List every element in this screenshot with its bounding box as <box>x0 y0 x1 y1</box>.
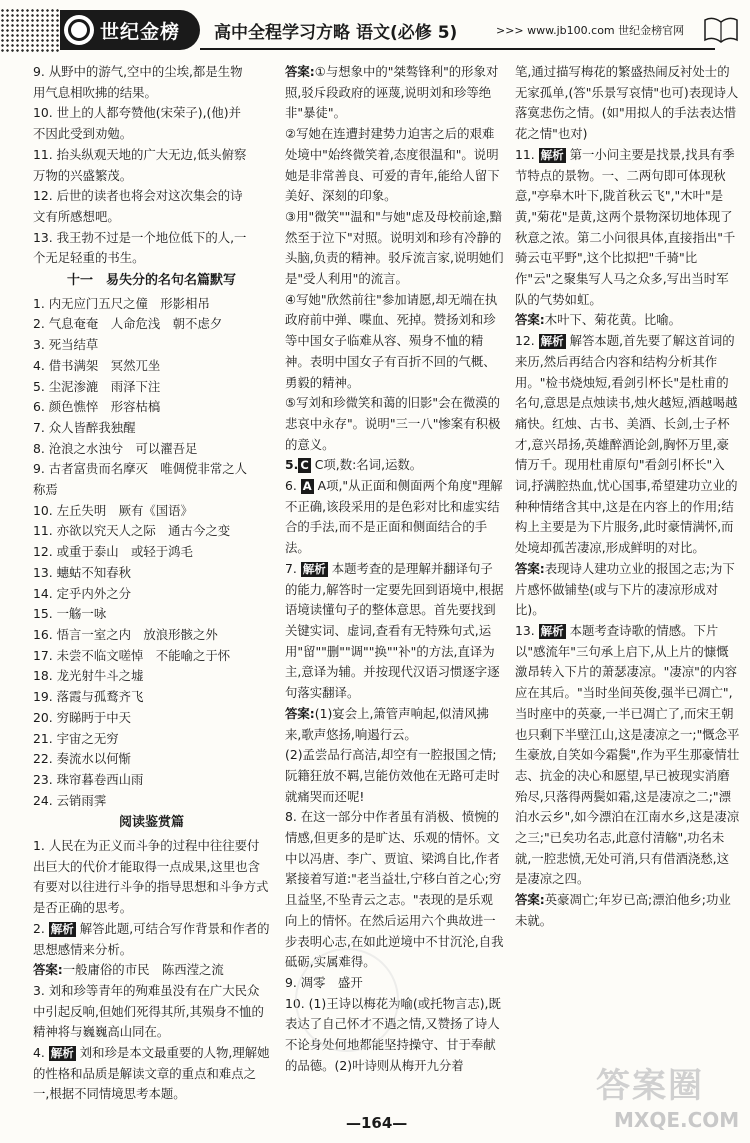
answer-paragraph: 6. A A项,"从正面和侧面两个角度"理解不正确,该段采用的是色彩对比和虚实结合的手法,而不是正面和侧面结合的手法。 <box>285 478 503 556</box>
answer-line: 不因此受到劝勉。 <box>33 126 133 142</box>
series-title: 高中全程学习方略 <box>214 23 350 43</box>
list-item: 6. 颜色憔悴 形容枯槁 <box>33 399 161 415</box>
answer-line <box>33 960 270 981</box>
list-item: 20. 穷睇眄于中天 <box>33 709 131 725</box>
list-item: 1. 内无应门五尺之僮 形影相吊 <box>33 295 210 311</box>
list-item: 24. 云销雨霁 <box>33 792 107 808</box>
analysis-tag: 解析 <box>50 921 74 936</box>
list-item: 12. 或重于泰山 或轻于鸿毛 <box>33 544 193 560</box>
list-item: 7. 众人皆醉我独醒 <box>33 419 136 435</box>
list-item: 3. 死当结草 <box>33 337 99 353</box>
analysis-tag: 解析 <box>50 1046 74 1061</box>
list-item: 10. 左丘失明 厥有《国语》 <box>33 502 193 518</box>
answer-label: 答案: <box>285 64 315 79</box>
dot-pattern <box>0 8 60 54</box>
watermark-logo: 答案圈 <box>596 1066 704 1106</box>
answer-label: 答案: <box>33 962 63 978</box>
analysis-text: 解答本题,首先要了解这首词的来历,然后再结合内容和结构分析其作用。"检书烧烛短,看剑引杯长"是杜甫的名句,意思是点烛读书,烛火越短,酒越喝越痛快。红烛、古书、美酒、长剑,士子杯才,意兴昂扬,英雄醉酒论剑,胸怀万里,豪情万千。现用杜甫原句"看剑引杯长"入词,抒满腔热血,忧心国事,希望建功立业的种种情绪含其中,这是在内容上的作用;结构上主要是为下片服务,此时豪情满怀,而处境却孤苦凄凉,形成鲜明的对比。 <box>515 333 738 556</box>
analysis-tag: 解析 <box>540 623 564 638</box>
list-item: 11. 亦欲以究天人之际 通古今之变 <box>33 523 231 539</box>
analysis-tag: 解析 <box>302 561 326 576</box>
answer-paragraph: 10. (1)王诗以梅花为喻(或托物言志),既表达了自己怀才不遇之情,又赞扬了诗人不论身处何地都能坚持操守、甘于奉献的品德。(2)叶诗则从梅开九分着 <box>285 995 501 1073</box>
analysis-paragraph: 7. 解析 本题考查的是理解并翻译句子的能力,解答时一定要先回到语境中,根据语境读懂句子的整体意思。首先要找到关键实词、虚词,查看有无特殊句式,运用"留""删""调""换""补"的方法,直译为主,意译为辅。并按现代汉语习惯逐字逐句落实翻译。 <box>285 560 504 701</box>
column-right <box>515 62 740 932</box>
list-item: 15. 一觞一咏 <box>33 606 107 622</box>
column-left <box>33 62 270 1105</box>
answer-line <box>285 455 505 476</box>
section-heading: 阅读鉴赏篇 <box>118 815 184 831</box>
analysis-paragraph: 13. 解析 本题考查诗歌的情感。下片以"感流年"三句承上启下,从上片的慷慨激昂转入下片的萧瑟凄凉。"凄凉"的内容应在其后。"当时坐间英俊,强半已凋亡",当时座中的英豪,一半已凋亡了,而宋王朝也只剩下半壁江山,这是凄凉之一;"慨念平生豪放,自笑如今霜鬓",作为平生那豪情壮志、抗金的决心和愿望,早已被现实消磨殆尽,只落得两鬓如霜,这是凄凉之二;"漂泊水云乡",如今漂泊在江南水乡,这是凄凉之三;"已矣功名志,此意付清觞",功名未就,一腔悲愤,无处可消,只有借酒浇愁,这是凄凉之四。 <box>515 622 740 887</box>
answer-paragraph <box>515 890 740 931</box>
choice-tag: C <box>300 458 309 473</box>
subject-title: 语文(必修 5) <box>356 23 458 43</box>
section-heading: 十一 易失分的名句名篇默写 <box>66 273 236 289</box>
answer-paragraph: 3. 刘和珍等青年的殉难虽没有在广大民众中引起反响,但她们死得其所,其殒身不恤的精神将与巍巍高山同在。 <box>33 982 264 1040</box>
answer-paragraph: ④写她"欣然前往"参加请愿,却无端在执政府前中弹、喋血、死掉。赞扬刘和珍等中国女子临难从容、殒身不恤的精神。表明中国女子有百折不回的气概、勇毅的精神。 <box>285 291 498 390</box>
answer-line: 用气息相吹拂的结果。 <box>33 84 157 100</box>
answer-line: 个无足轻重的书生。 <box>33 250 145 266</box>
answer-text: 英豪凋亡;年岁已高;漂泊他乡;功业未就。 <box>515 892 731 928</box>
answer-line: 9. 从野中的游气,空中的尘埃,都是生物 <box>33 64 243 79</box>
answer-paragraph: (2)孟尝品行高洁,却空有一腔报国之情;阮籍狂放不羁,岂能仿效他在无路可走时就痛哭而还呢! <box>285 747 500 804</box>
answer-label: 答案: <box>515 892 545 908</box>
question-number: 5. <box>285 457 299 473</box>
analysis-text: 本题考查的是理解并翻译句子的能力,解答时一定要先回到语境中,根据语境读懂句子的整体意思。首先要找到关键实词、虚词,查看有无特殊句式,运用"留""删""调""换""补"的方法,直译为主,意译为辅。并按现代汉语习惯逐字逐句落实翻译。 <box>285 560 504 701</box>
answer-text: 表现诗人建功立业的报国之志;为下片感怀做铺垫(或与下片的凄凉形成对比)。 <box>515 560 735 618</box>
analysis-paragraph: 11. 解析 第一小问主要是找景,找具有季节特点的景物。一、二两句即可体现秋意,"亭皋木叶下,陇首秋云飞","木叶"是黄,"菊花"是黄,这两个景物深切地体现了秋意之浓。第二小问很具体,直接指出"千骑云屯平野",这个比拟把"千骑"比作"云"之聚集写人马之众多,写出当时军队的气势如虹。 <box>515 146 736 307</box>
answer-line: 文有所感想吧。 <box>33 208 120 224</box>
list-item: 2. 气息奄奄 人命危浅 朝不虑夕 <box>33 316 223 332</box>
column-middle <box>285 62 505 1076</box>
analysis-text: 第一小问主要是找景,找具有季节特点的景物。一、二两句即可体现秋意,"亭皋木叶下,陇首秋云飞","木叶"是黄,"菊花"是黄,这两个景物深切地体现了秋意之浓。第二小问很具体,直接指出"千骑云屯平野",这个比拟把"千骑"比作"云"之聚集写人马之众多,写出当时军队的气势如虹。 <box>515 146 736 307</box>
answer-paragraph: 1. 人民在为正义而斗争的过程中往往要付出巨大的代价才能取得一点成果,这里也含有要对以往进行斗争的指导思想和斗争方式是否正确的思考。 <box>33 838 269 916</box>
list-item: 5. 尘泥渗漉 雨泽下注 <box>33 378 161 394</box>
list-item: 17. 未尝不临文嗟悼 不能喻之于怀 <box>33 647 231 663</box>
answer-paragraph: 笔,通过描写梅花的繁盛热闹反衬处士的无家孤单,(答"乐景写哀情"也可)表现诗人落寞悲伤之情。(如"用拟人的手法表达惜花之情"也对) <box>515 64 739 142</box>
page-header <box>0 0 750 62</box>
answer-paragraph: ②写她在连遭封建势力迫害之后的艰难处境中"始终微笑着,态度很温和"。说明她是非常善良、可爱的青年,能给人留下美好、深刻的印象。 <box>285 126 500 204</box>
brand-badge <box>60 10 200 50</box>
brand-name: 世纪金榜 <box>100 20 181 43</box>
open-book-icon <box>703 14 739 44</box>
analysis-tag: 解析 <box>540 147 564 162</box>
list-item: 22. 奏流水以何惭 <box>33 751 131 767</box>
analysis-paragraph: 12. 解析 解答本题,首先要了解这首词的来历,然后再结合内容和结构分析其作用。"检书烧烛短,看剑引杯长"是杜甫的名句,意思是点烛读书,烛火越短,酒越喝越痛快。红烛、古书、美酒、长剑,士子杯才,意兴昂扬,英雄醉酒论剑,胸怀万里,豪情万千。现用杜甫原句"看剑引杯长"入词,抒满腔热血,忧心国事,希望建功立业的种种情绪含其中,这是在内容上的作用;结构上主要是为下片服务,此时豪情满怀,而处境却孤苦凄凉,形成鲜明的对比。 <box>515 333 738 556</box>
answer-paragraph <box>285 704 505 745</box>
analysis-tag: 解析 <box>540 334 564 349</box>
answer-text: (1)宴会上,箫管声响起,似清风拂来,歌声悠扬,响遏行云。 <box>285 705 489 742</box>
choice-tag: A <box>302 479 312 494</box>
answer-text: C项,数:名词,运数。 <box>314 457 423 473</box>
answer-line <box>515 310 740 331</box>
answer-paragraph <box>285 62 505 124</box>
answer-paragraph <box>515 559 740 621</box>
answer-line: 12. 后世的读者也将会对这次集会的诗 <box>33 188 243 204</box>
list-item: 8. 沧浪之水浊兮 可以濯吾足 <box>33 440 198 456</box>
analysis-text: 解答此题,可结合写作背景和作者的思想感情来分析。 <box>33 920 270 957</box>
list-item: 19. 落霞与孤鹜齐飞 <box>33 689 144 705</box>
answer-line: 万物的兴盛繁茂。 <box>33 167 133 183</box>
header-rule <box>200 48 715 50</box>
list-item: 称焉 <box>33 482 58 498</box>
answer-label: 答案: <box>285 705 315 721</box>
answer-label: 答案: <box>515 560 545 576</box>
answer-line: 9. 凋零 盛开 <box>285 974 363 990</box>
list-item: 21. 宇宙之无穷 <box>33 730 119 746</box>
answer-text: 一般庸俗的市民 陈西滢之流 <box>62 962 224 978</box>
answer-text: 木叶下、菊花黄。比喻。 <box>544 312 682 328</box>
answer-paragraph: 8. 在这一部分中作者虽有消极、愤惋的情感,但更多的是旷达、乐观的情怀。文中以冯唐、李广、贾谊、梁鸿自比,作者紧接着写道:"老当益壮,宁移白首之心;穷且益坚,不坠青云之志。"表现的是乐观向上的情怀。在然后运用六个典故进一步表明心志,在如此逆境中不甘沉沦,自我砥砺,实属难得。 <box>285 809 504 970</box>
watermark-url: MXQE.COM <box>614 1108 740 1132</box>
answer-text: A项,"从正面和侧面两个角度"理解不正确,该段采用的是色彩对比和虚实结合的手法,而不是正面和侧面结合的手法。 <box>285 478 503 556</box>
page-number: —164— <box>346 1114 408 1132</box>
website-text: >>> www.jb100.com 世纪金榜官网 <box>496 24 685 37</box>
list-item: 14. 定乎内外之分 <box>33 585 131 601</box>
brand-logo-icon <box>64 15 94 45</box>
answer-text: ①与想象中的"桀骜锋利"的形象对照,驳斥段政府的诬蔑,说明刘和珍等绝非"暴徒"。 <box>285 64 499 121</box>
answer-label: 答案: <box>515 312 545 328</box>
answer-paragraph: ⑤写刘和珍微笑和蔼的旧影"会在微漠的悲哀中永存"。说明"三一八"惨案有积极的意义。 <box>285 395 501 452</box>
list-item: 18. 龙光射牛斗之墟 <box>33 668 144 684</box>
faint-stamp-seal <box>295 948 399 1052</box>
analysis-paragraph: 4. 解析 刘和珍是本文最重要的人物,理解她的性格和品质是解读文章的重点和难点之一,根据不同情境思考本题。 <box>33 1045 270 1102</box>
answer-paragraph: ③用"微笑""温和"与她"虑及母校前途,黯然至于泣下"对照。说明刘和珍有冷静的头脑,负责的精神。驳斥流言家,说明她们是"受人利用"的流言。 <box>285 208 504 287</box>
analysis-paragraph: 2. 解析 解答此题,可结合写作背景和作者的思想感情来分析。 <box>33 920 270 957</box>
list-item: 13. 蟪蛄不知春秋 <box>33 564 131 580</box>
answer-line: 11. 抬头纵观天地的广大无边,低头俯察 <box>33 146 247 162</box>
answer-line: 13. 我王勃不过是一个地位低下的人,一 <box>33 229 247 245</box>
list-item: 4. 借书满架 冥然兀坐 <box>33 357 161 373</box>
list-item: 9. 古者富贵而名摩灭 唯倜傥非常之人 <box>33 461 248 477</box>
list-item: 23. 珠帘暮卷西山雨 <box>33 771 144 787</box>
list-item: 16. 悟言一室之内 放浪形骸之外 <box>33 626 218 642</box>
analysis-text: 本题考查诗歌的情感。下片以"感流年"三句承上启下,从上片的慷慨激昂转入下片的萧瑟凄凉。"凄凉"的内容应在其后。"当时坐间英俊,强半已凋亡",当时座中的英豪,一半已凋亡了,而宋王朝也只剩下半壁江山,这是凄凉之一;"慨念平生豪放,自笑如今霜鬓",作为平生那豪情壮志、抗金的决心和愿望,早已被现实消磨殆尽,只落得两鬓如霜,这是凄凉之二;"漂泊水云乡",如今漂泊在江南水乡,这是凄凉之三;"已矣功名志,此意付清觞",功名未就,一腔悲愤,无处可消,只有借酒浇愁,这是凄凉之四。 <box>515 622 740 887</box>
answer-line: 10. 世上的人都夸赞他(宋荣子),(他)并 <box>33 105 241 121</box>
analysis-text: 刘和珍是本文最重要的人物,理解她的性格和品质是解读文章的重点和难点之一,根据不同情境思考本题。 <box>33 1045 270 1102</box>
